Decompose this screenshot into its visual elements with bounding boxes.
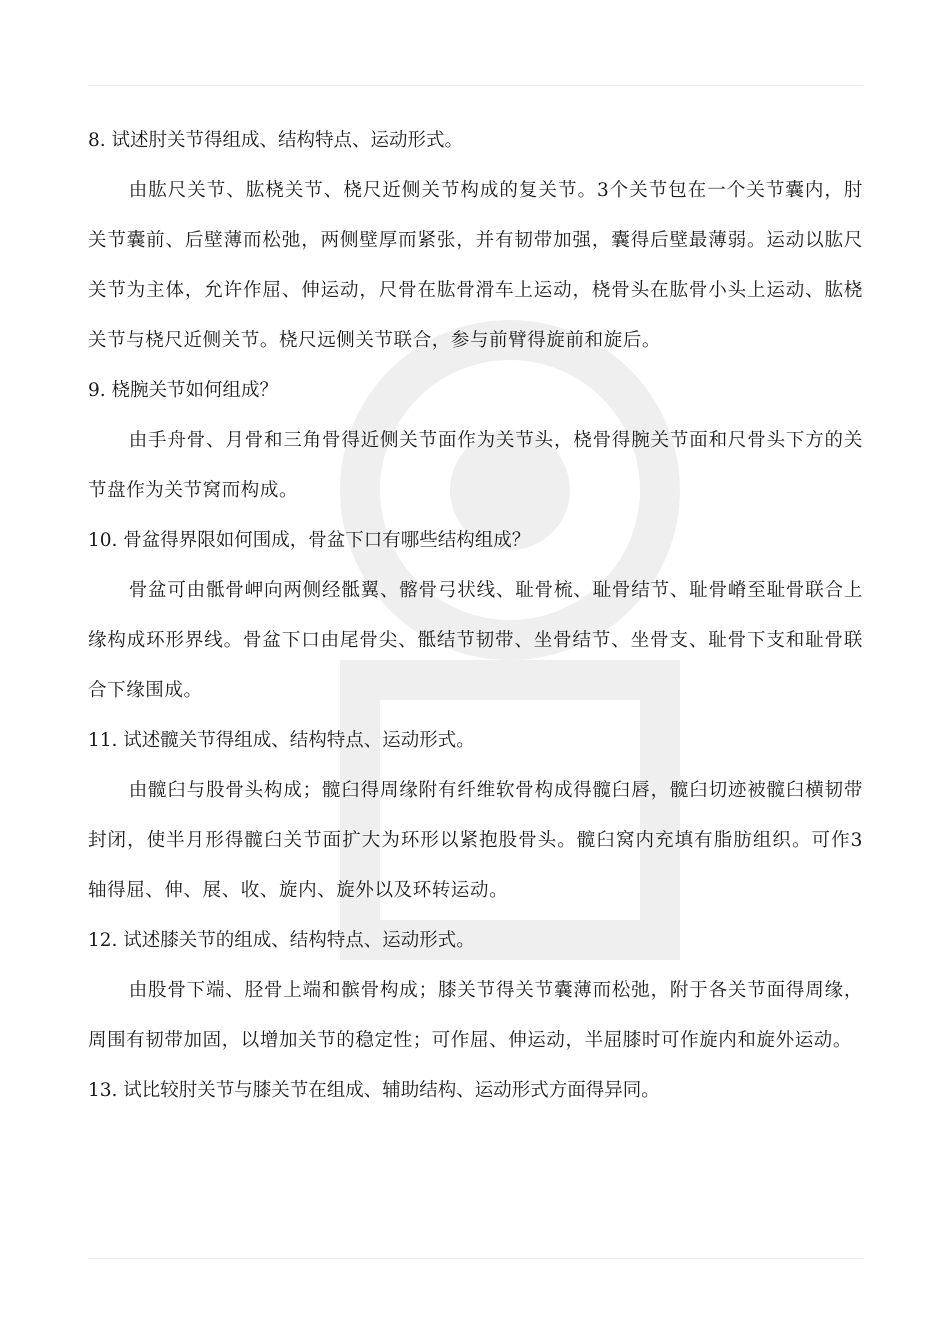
answer-12: 由股骨下端、胫骨上端和髌骨构成；膝关节得关节囊薄而松弛，附于各关节面得周缘，周围有韧带加固，以增加关节的稳定性；可作屈、伸运动，半屈膝时可作旋内和旋外运动。 [88,980,863,1051]
question-13: 13. 试比较肘关节与膝关节在组成、辅助结构、运动形式方面得异同。 [88,1080,660,1101]
question-9: 9. 桡腕关节如何组成？ [88,380,279,401]
footer-rule [88,1258,863,1259]
question-11: 11. 试述髋关节得组成、结构特点、运动形式。 [88,730,475,751]
answer-8: 由肱尺关节、肱桡关节、桡尺近侧关节构成的复关节。3个关节包在一个关节囊内，肘关节囊前、后壁薄而松弛，两侧壁厚而紧张，并有韧带加强，囊得后壁最薄弱。运动以肱尺关节为主体，允许作屈、伸运动，尺骨在肱骨滑车上运动，桡骨头在肱骨小头上运动、肱桡关节与桡尺近侧关节。桡尺远侧关节联合，参与前臂得旋前和旋后。 [88,180,863,351]
answer-10: 骨盆可由骶骨岬向两侧经骶翼、髂骨弓状线、耻骨梳、耻骨结节、耻骨嵴至耻骨联合上缘构成环形界线。骨盆下口由尾骨尖、骶结节韧带、坐骨结节、坐骨支、耻骨下支和耻骨联合下缘围成。 [88,580,863,701]
question-12: 12. 试述膝关节的组成、结构特点、运动形式。 [88,930,475,951]
header-rule [88,85,863,86]
answer-11: 由髋臼与股骨头构成；髋臼得周缘附有纤维软骨构成得髋臼唇，髋臼切迹被髋臼横韧带封闭，使半月形得髋臼关节面扩大为环形以紧抱股骨头。髋臼窝内充填有脂肪组织。可作3轴得屈、伸、展、收、旋内、旋外以及环转运动。 [88,780,863,901]
document-body [88,116,863,1116]
answer-9: 由手舟骨、月骨和三角骨得近侧关节面作为关节头，桡骨得腕关节面和尺骨头下方的关节盘作为关节窝而构成。 [88,430,863,501]
question-10: 10. 骨盆得界限如何围成，骨盆下口有哪些结构组成？ [88,530,531,551]
question-8: 8. 试述肘关节得组成、结构特点、运动形式。 [88,130,464,151]
